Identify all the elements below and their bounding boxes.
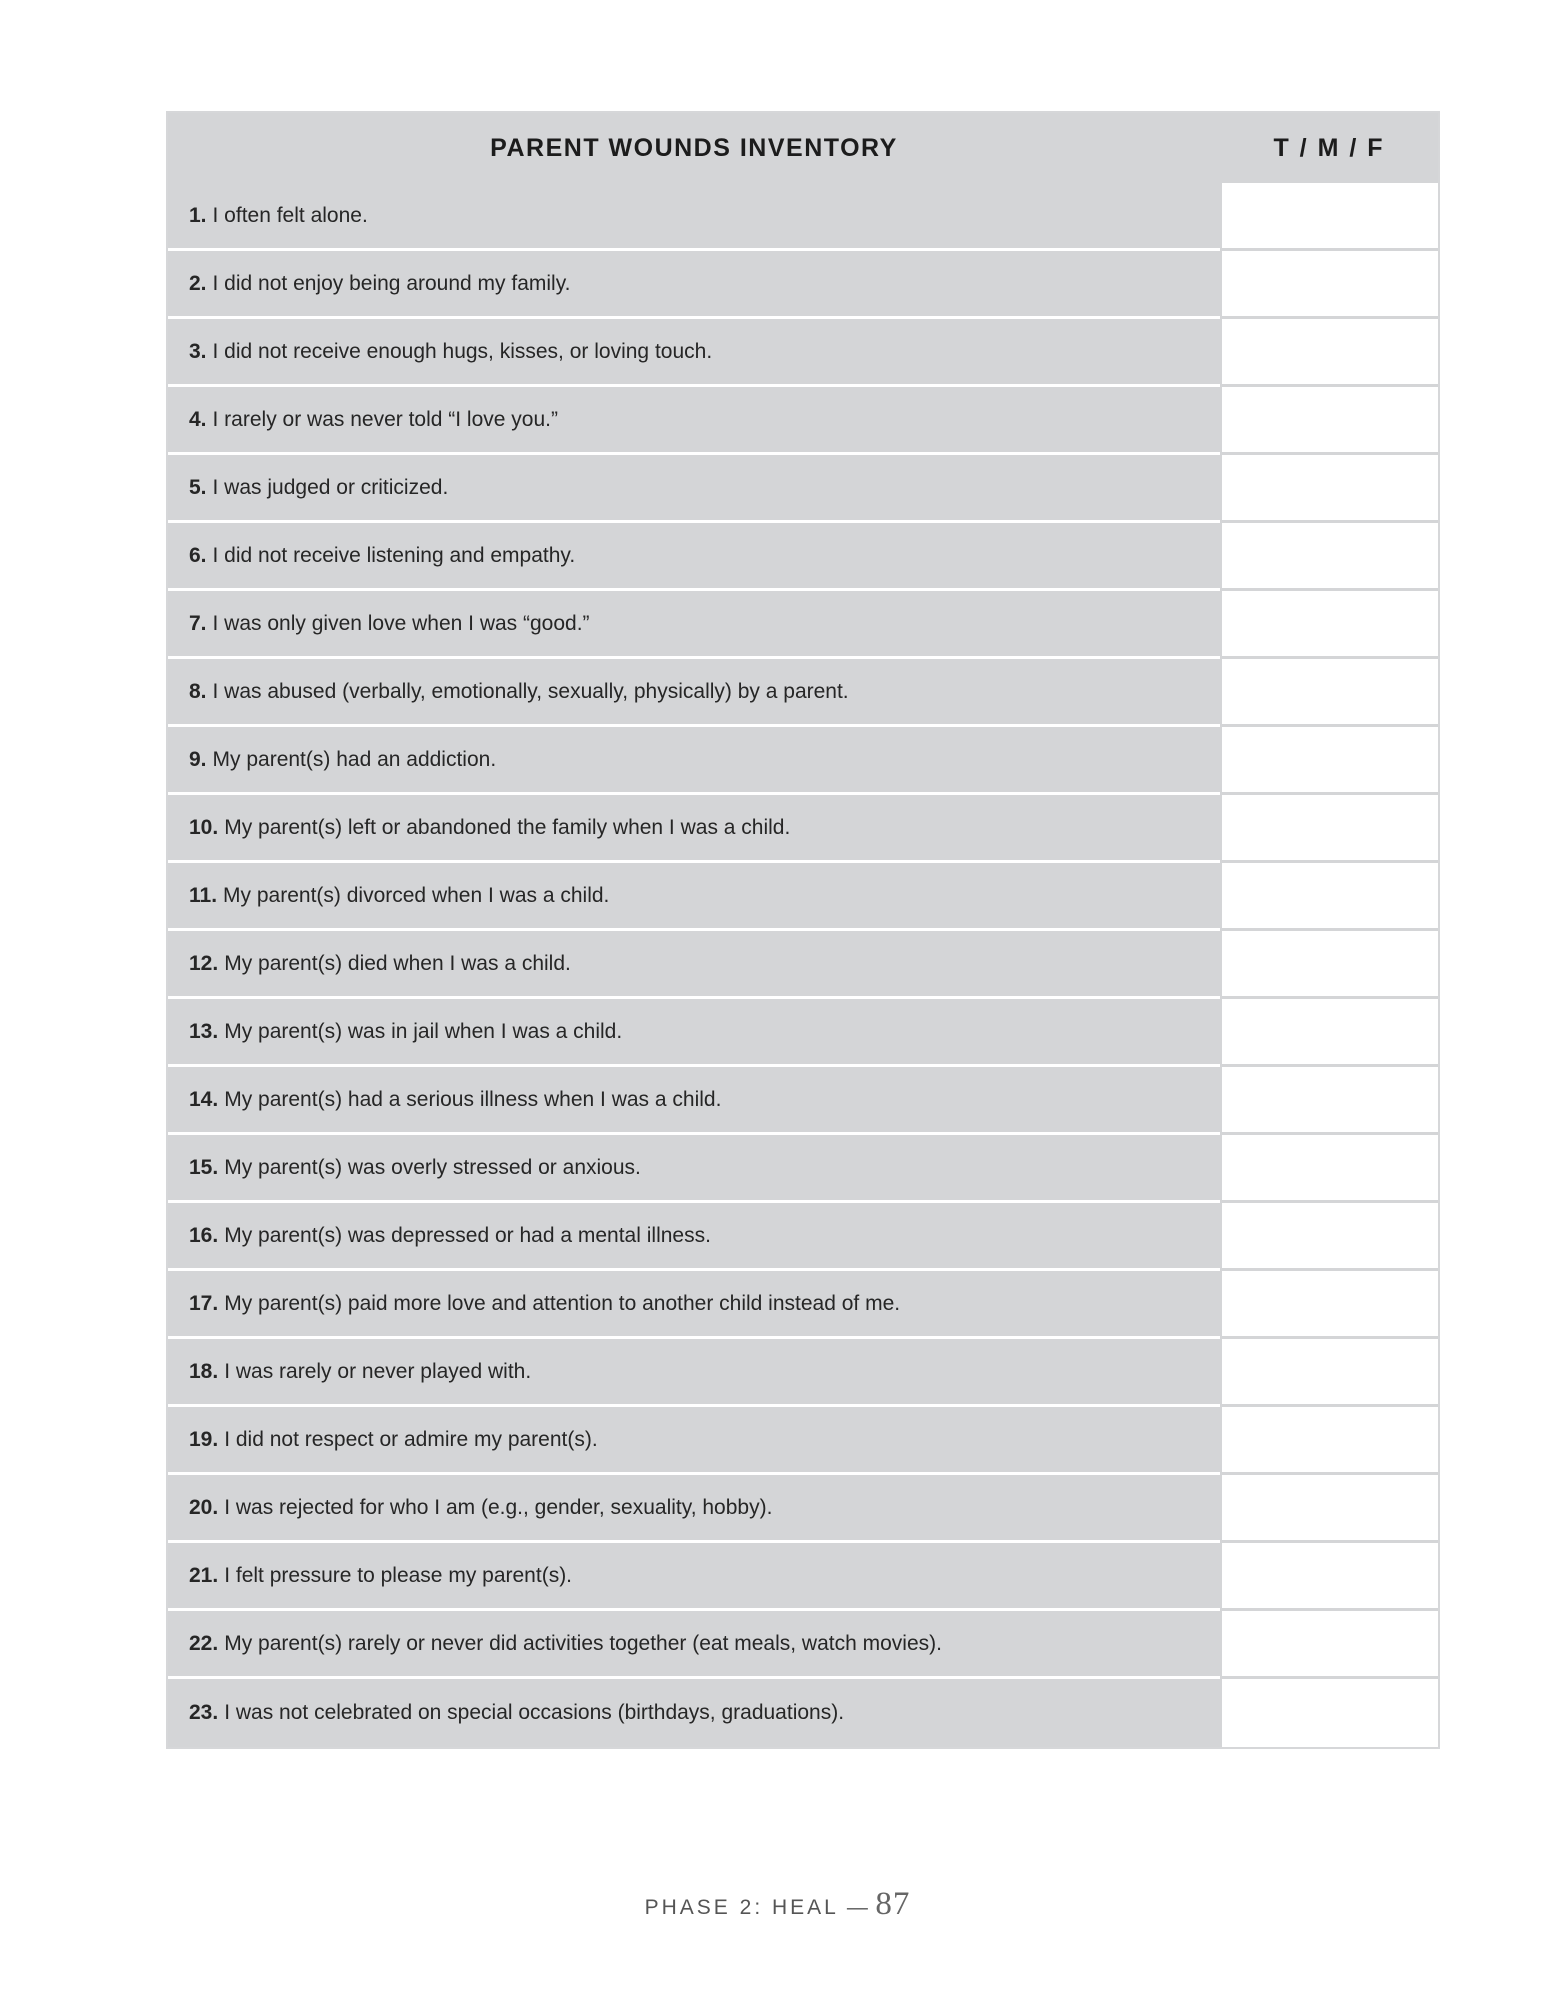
answer-cell[interactable] — [1220, 727, 1438, 795]
answer-cell[interactable] — [1220, 1067, 1438, 1135]
item-number: 21. — [189, 1563, 219, 1587]
footer-section-label: PHASE 2: HEAL — — [644, 1896, 871, 1919]
inventory-statement — [168, 1135, 1220, 1203]
table-row — [168, 727, 1438, 795]
item-text: I was not celebrated on special occasions (birthdays, graduations). — [224, 1701, 845, 1724]
item-text: I often felt alone. — [212, 203, 368, 227]
inventory-statement — [168, 183, 1220, 251]
table-row — [168, 1203, 1438, 1271]
table-row — [168, 1543, 1438, 1611]
item-number: 13. — [189, 1019, 219, 1043]
table-row — [168, 319, 1438, 387]
answer-cell[interactable] — [1220, 1611, 1438, 1679]
page-footer — [0, 1886, 1555, 1923]
item-text: I rarely or was never told “I love you.” — [212, 407, 558, 431]
inventory-statement — [168, 1611, 1220, 1679]
answer-cell[interactable] — [1220, 1339, 1438, 1407]
table-row — [168, 523, 1438, 591]
answer-cell[interactable] — [1220, 659, 1438, 727]
inventory-statement — [168, 387, 1220, 455]
inventory-statement — [168, 1543, 1220, 1611]
inventory-statement — [168, 795, 1220, 863]
item-text: My parent(s) was depressed or had a mental illness. — [224, 1223, 711, 1247]
item-number: 8. — [189, 679, 207, 703]
table-row — [168, 591, 1438, 659]
table-row — [168, 999, 1438, 1067]
table-row — [168, 863, 1438, 931]
answer-cell[interactable] — [1220, 523, 1438, 591]
answer-cell[interactable] — [1220, 795, 1438, 863]
table-row — [168, 1067, 1438, 1135]
item-text: My parent(s) paid more love and attention to another child instead of me. — [224, 1291, 901, 1315]
inventory-statement — [168, 1067, 1220, 1135]
item-text: My parent(s) left or abandoned the family when I was a child. — [224, 815, 791, 839]
item-number: 2. — [189, 271, 207, 295]
item-text: I was rejected for who I am (e.g., gender, sexuality, hobby). — [224, 1495, 773, 1519]
inventory-statement — [168, 1407, 1220, 1475]
parent-wounds-inventory-table — [166, 111, 1440, 1749]
table-row — [168, 183, 1438, 251]
item-text: My parent(s) had a serious illness when I was a child. — [224, 1087, 722, 1111]
table-row — [168, 1271, 1438, 1339]
item-number: 19. — [189, 1427, 219, 1451]
table-row — [168, 1135, 1438, 1203]
table-header — [168, 113, 1438, 183]
answer-cell[interactable] — [1220, 1203, 1438, 1271]
inventory-statement — [168, 999, 1220, 1067]
answer-cell[interactable] — [1220, 1679, 1438, 1747]
item-number: 20. — [189, 1495, 219, 1519]
item-text: I was judged or criticized. — [212, 475, 449, 499]
item-number: 23. — [189, 1701, 219, 1724]
inventory-statement — [168, 659, 1220, 727]
item-text: My parent(s) was in jail when I was a child. — [224, 1019, 623, 1043]
answer-cell[interactable] — [1220, 863, 1438, 931]
table-row — [168, 1407, 1438, 1475]
answer-cell[interactable] — [1220, 1475, 1438, 1543]
inventory-statement — [168, 1339, 1220, 1407]
item-number: 17. — [189, 1291, 219, 1315]
item-text: I did not enjoy being around my family. — [212, 271, 571, 295]
item-text: My parent(s) divorced when I was a child. — [223, 883, 610, 907]
item-number: 4. — [189, 407, 207, 431]
item-text: I did not receive enough hugs, kisses, or loving touch. — [212, 339, 713, 363]
item-text: I was only given love when I was “good.” — [212, 611, 590, 635]
inventory-statement — [168, 1203, 1220, 1271]
answer-column-header: T / M / F — [1273, 133, 1385, 162]
item-text: My parent(s) rarely or never did activities together (eat meals, watch movies). — [224, 1631, 942, 1655]
inventory-statement — [168, 1475, 1220, 1543]
item-number: 12. — [189, 951, 219, 975]
answer-cell[interactable] — [1220, 251, 1438, 319]
table-row — [168, 931, 1438, 999]
inventory-statement — [168, 1271, 1220, 1339]
table-row — [168, 387, 1438, 455]
item-number: 6. — [189, 543, 207, 567]
answer-cell[interactable] — [1220, 931, 1438, 999]
page-number: 87 — [875, 1886, 911, 1922]
item-text: My parent(s) had an addiction. — [212, 747, 497, 771]
table-body — [168, 183, 1438, 1747]
answer-cell[interactable] — [1220, 1271, 1438, 1339]
item-number: 1. — [189, 203, 207, 227]
item-text: My parent(s) was overly stressed or anxious. — [224, 1155, 641, 1179]
item-number: 14. — [189, 1087, 219, 1111]
inventory-statement — [168, 1679, 1220, 1747]
answer-cell[interactable] — [1220, 455, 1438, 523]
inventory-statement — [168, 455, 1220, 523]
table-row — [168, 659, 1438, 727]
item-number: 7. — [189, 611, 207, 635]
item-number: 3. — [189, 339, 207, 363]
answer-cell[interactable] — [1220, 183, 1438, 251]
table-row — [168, 251, 1438, 319]
item-number: 11. — [189, 883, 218, 907]
inventory-statement — [168, 931, 1220, 999]
item-text: I felt pressure to please my parent(s). — [224, 1563, 573, 1587]
table-title: PARENT WOUNDS INVENTORY — [490, 133, 898, 162]
item-text: I was abused (verbally, emotionally, sexually, physically) by a parent. — [212, 679, 849, 703]
inventory-statement — [168, 863, 1220, 931]
item-number: 9. — [189, 747, 207, 771]
item-number: 5. — [189, 475, 207, 499]
inventory-statement — [168, 591, 1220, 659]
item-text: I did not receive listening and empathy. — [212, 543, 576, 567]
table-row — [168, 1339, 1438, 1407]
item-number: 18. — [189, 1359, 219, 1383]
table-row — [168, 1679, 1438, 1747]
answer-cell[interactable] — [1220, 999, 1438, 1067]
table-row — [168, 455, 1438, 523]
answer-cell[interactable] — [1220, 387, 1438, 455]
table-row — [168, 1475, 1438, 1543]
table-row — [168, 795, 1438, 863]
answer-cell[interactable] — [1220, 1543, 1438, 1611]
answer-cell[interactable] — [1220, 319, 1438, 387]
item-number: 15. — [189, 1155, 219, 1179]
item-number: 10. — [189, 815, 219, 839]
item-text: My parent(s) died when I was a child. — [224, 951, 571, 975]
inventory-statement — [168, 523, 1220, 591]
answer-cell[interactable] — [1220, 1135, 1438, 1203]
inventory-statement — [168, 319, 1220, 387]
item-number: 22. — [189, 1631, 219, 1655]
answer-cell[interactable] — [1220, 1407, 1438, 1475]
item-text: I was rarely or never played with. — [224, 1359, 532, 1383]
answer-cell[interactable] — [1220, 591, 1438, 659]
table-row — [168, 1611, 1438, 1679]
item-number: 16. — [189, 1223, 219, 1247]
item-text: I did not respect or admire my parent(s). — [224, 1427, 598, 1451]
inventory-statement — [168, 251, 1220, 319]
inventory-statement — [168, 727, 1220, 795]
